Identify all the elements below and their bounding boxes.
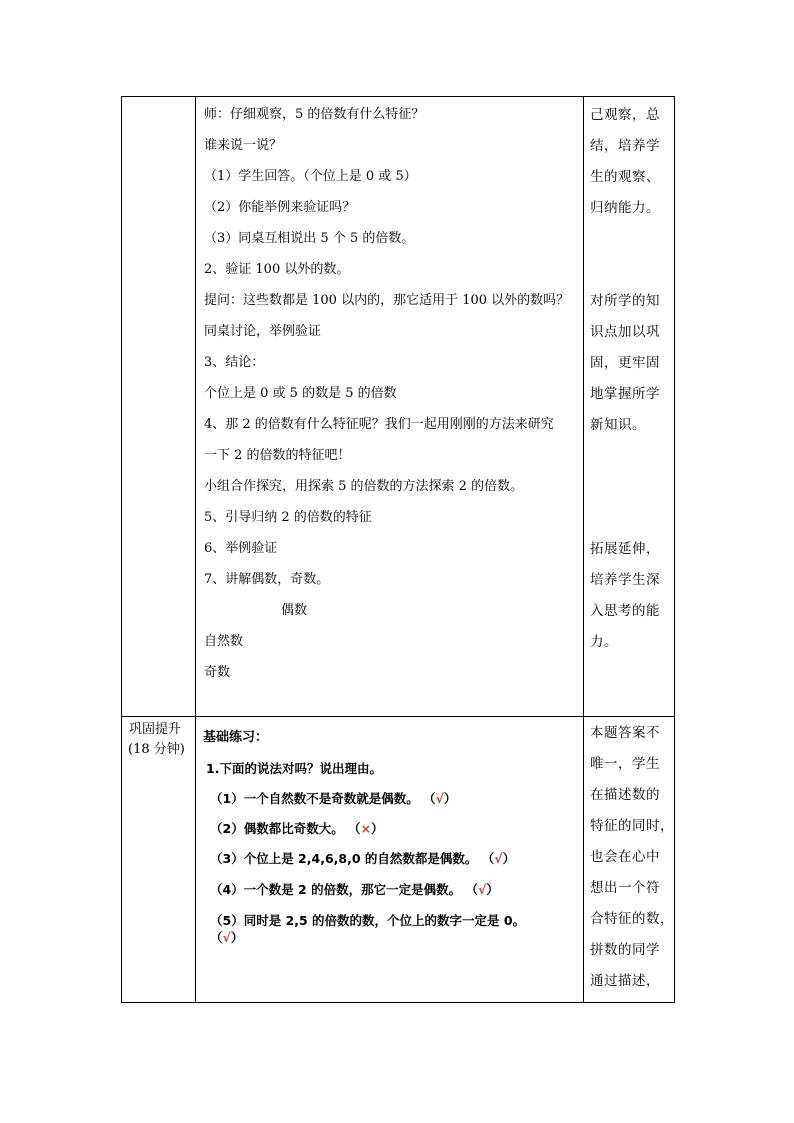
exercise-item (210, 851, 515, 867)
exercise-item (210, 821, 384, 837)
table-row (122, 97, 675, 717)
lesson-plan-table (121, 96, 675, 1003)
cross-mark-icon: × (360, 821, 372, 836)
process-line: 提问：这些数都是 100 以内的，那它适用于 100 以外的数吗？ (204, 293, 570, 308)
process-line: 谁来说一说？ (204, 138, 283, 153)
exercise-item-close: ） (486, 882, 499, 897)
exercise-item-text: （5）同时是 2,5 的倍数的数，个位上的数字一定是 0。 (210, 913, 526, 928)
intent-line: 识点加以巩 (590, 324, 660, 340)
check-mark-icon: √ (494, 851, 503, 866)
intent-line: 通过描述， (590, 973, 660, 989)
exercise-item-close: ） (371, 821, 384, 836)
intent-line: 己观察，总 (590, 107, 660, 123)
section-label-cell (122, 717, 196, 1003)
process-line: （2）你能举例来验证吗？ (204, 200, 356, 215)
intent-line: 在描述数的 (590, 787, 660, 803)
intent-line: 特征的同时， (590, 818, 674, 834)
intent-line: 入思考的能 (590, 603, 660, 619)
process-line: 6、举例验证 (204, 541, 278, 556)
intent-line: 对所学的知 (590, 293, 660, 309)
intent-line: 地掌握所学 (590, 386, 660, 402)
process-line: 同桌讨论，举例验证 (204, 324, 322, 339)
process-line: 5、引导归纳 2 的倍数的特征 (204, 510, 372, 525)
design-intent-cell (584, 97, 675, 717)
check-mark-icon: √ (222, 930, 231, 945)
exercise-item (210, 913, 525, 929)
exercise-item-close: ） (443, 791, 457, 806)
exercise-item-text: （1）一个自然数不是奇数就是偶数。 （ (210, 791, 436, 806)
intent-line: 也会在心中 (590, 849, 660, 865)
intent-line: 归纳能力。 (590, 200, 660, 216)
intent-line: 生的观察、 (590, 169, 660, 185)
intent-line: 新知识。 (590, 417, 646, 433)
intent-line: 本题答案不 (590, 725, 660, 741)
exercise-item-text: （2）偶数都比奇数大。 （ (210, 821, 361, 836)
exercise-item (210, 791, 456, 807)
exercise-item (210, 882, 499, 898)
intent-line: 合特征的数， (590, 911, 674, 927)
teaching-process-cell (196, 97, 584, 717)
process-line: 偶数 (281, 603, 308, 618)
intent-line: 拼数的同学 (590, 942, 660, 958)
intent-line: 拓展延伸， (590, 541, 660, 557)
exercise-item-close: ） (502, 851, 516, 866)
exercise-heading: 基础练习： (203, 730, 269, 745)
exercise-item-continuation (210, 930, 243, 946)
intent-line: 力。 (590, 634, 618, 650)
process-line: 个位上是 0 或 5 的数是 5 的倍数 (204, 386, 397, 401)
paren-open: （ (210, 930, 223, 945)
process-line: 7、讲解偶数，奇数。 (204, 572, 330, 587)
process-line: 师：仔细观察，5 的倍数有什么特征？ (204, 107, 425, 122)
process-line: 3、结论： (204, 355, 265, 370)
process-line: （3）同桌互相说出 5 个 5 的倍数。 (204, 231, 415, 246)
intent-line: 唯一，学生 (590, 756, 660, 772)
section-label-cell (122, 97, 196, 717)
intent-line: 想出一个符 (590, 880, 660, 896)
check-mark-icon: √ (477, 882, 487, 897)
process-line: 一下 2 的倍数的特征吧！ (204, 448, 351, 463)
exercise-item-text: （4）一个数是 2 的倍数，那它一定是偶数。 （ (210, 882, 478, 897)
intent-line: 培养学生深 (590, 572, 660, 588)
process-line: 奇数 (204, 665, 231, 680)
check-mark-icon: √ (435, 791, 444, 806)
exercise-cell (196, 717, 584, 1003)
paren-close: ） (230, 930, 244, 945)
section-duration: (18 分钟) (128, 742, 185, 757)
process-line: （1）学生回答。（个位上是 0 或 5） (204, 169, 417, 184)
intent-line: 结，培养学 (590, 138, 660, 154)
design-intent-cell (584, 717, 675, 1003)
table-row (122, 717, 675, 1003)
section-label: 巩固提升 (129, 722, 182, 737)
process-line: 小组合作探究，用探索 5 的倍数的方法探索 2 的倍数。 (204, 479, 524, 494)
exercise-item-text: （3）个位上是 2,4,6,8,0 的自然数都是偶数。 （ (210, 851, 495, 866)
intent-line: 固，更牢固 (590, 355, 660, 371)
process-line: 2、验证 100 以外的数。 (204, 262, 350, 277)
exercise-question: 1.下面的说法对吗？说出理由。 (206, 761, 382, 776)
process-line: 自然数 (204, 634, 244, 649)
process-line: 4、那 2 的倍数有什么特征呢？我们一起用刚刚的方法来研究 (204, 417, 554, 432)
